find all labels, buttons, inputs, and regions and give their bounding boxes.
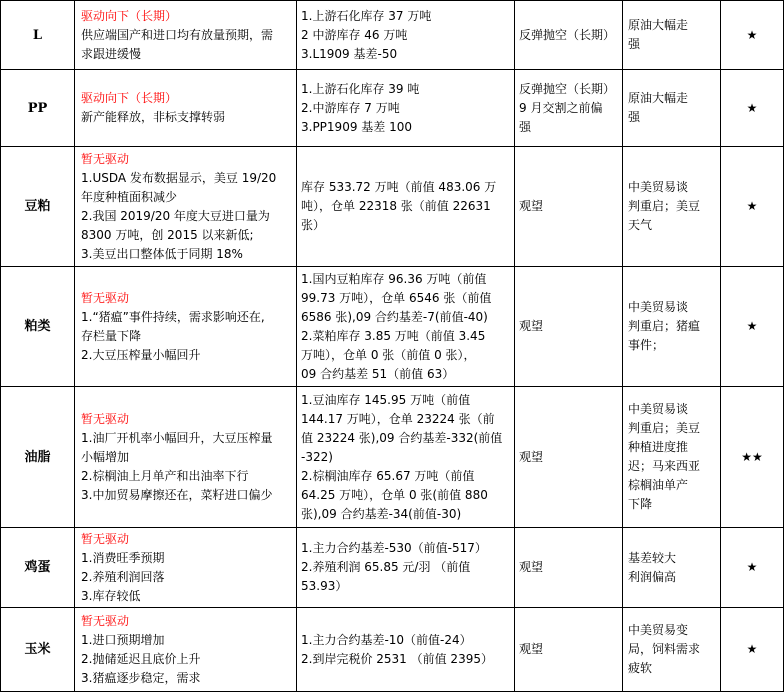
risk-line: 中美贸易变 <box>628 623 689 637</box>
risk-line: 中美贸易谈 <box>628 180 689 194</box>
driver-detail: 年度种植面积减少 <box>81 189 178 204</box>
driver-cell <box>75 608 297 692</box>
risk-cell <box>623 267 721 387</box>
strategy-cell <box>515 608 623 692</box>
driver-label: 暂无驱动 <box>81 613 130 628</box>
rating-stars: ★ <box>721 608 784 692</box>
driver-detail: 1.“猪瘟”事件持续，需求影响还在, <box>81 309 265 324</box>
commodity-name: PP <box>1 70 75 147</box>
commodity-name: 豆粕 <box>1 147 75 267</box>
stat-line: 张） <box>301 218 326 232</box>
driver-label: 暂无驱动 <box>81 151 130 166</box>
risk-line: 迟；马来西亚 <box>628 459 701 473</box>
driver-detail: 小幅增加 <box>81 449 130 464</box>
strategy-cell <box>515 387 623 528</box>
rating-stars: ★ <box>721 267 784 387</box>
strategy-line: 强 <box>519 119 532 134</box>
risk-line: 中美贸易谈 <box>628 402 689 416</box>
stat-line: 值 23224 张),09 合约基差-332(前值 <box>301 430 503 445</box>
driver-detail: 1.USDA 发布数据显示，美豆 19/20 <box>81 170 277 185</box>
stat-line: 1.豆油库存 145.95 万吨（前值 <box>301 392 471 407</box>
driver-detail: 1.油厂开机率小幅回升，大豆压榨量 <box>81 430 273 445</box>
driver-detail: 存栏量下降 <box>81 328 142 343</box>
risk-line: 基差较大 <box>628 550 677 565</box>
risk-cell <box>623 528 721 608</box>
table-row <box>1 1 784 70</box>
stat-line: 1.国内豆粕库存 96.36 万吨（前值 <box>301 271 487 286</box>
stat-line: 99.73 万吨），仓单 6546 张（前值 <box>301 290 492 305</box>
driver-detail: 2.抛储延迟且底价上升 <box>81 651 201 666</box>
stat-line: 2.养殖利润 65.85 元/羽 （前值 <box>301 560 471 574</box>
table-row <box>1 267 784 387</box>
risk-line: 中美贸易谈 <box>628 300 689 314</box>
driver-detail: 1.消费旺季预期 <box>81 550 165 565</box>
table-row <box>1 528 784 608</box>
stat-line: 3.PP1909 基差 100 <box>301 119 412 134</box>
rating-stars: ★ <box>721 528 784 608</box>
rating-stars: ★ <box>721 147 784 267</box>
stat-line: 2.菜粕库存 3.85 万吨（前值 3.45 <box>301 328 486 343</box>
driver-label: 暂无驱动 <box>81 411 130 426</box>
stat-line: 吨），仓单 22318 张（前值 22631 <box>301 199 491 213</box>
stats-cell <box>297 528 515 608</box>
driver-label: 驱动向下（长期） <box>81 91 178 105</box>
stat-line: 张),09 合约基差-34(前值-30) <box>301 506 462 521</box>
table-row <box>1 70 784 147</box>
strategy-cell <box>515 1 623 70</box>
table-body <box>1 1 784 692</box>
risk-line: 棕榈油单产 <box>628 478 689 492</box>
stat-line: 库存 533.72 万吨（前值 483.06 万 <box>301 180 497 194</box>
stats-cell <box>297 147 515 267</box>
risk-line: 判重启；美豆 <box>628 421 701 435</box>
stat-line: 144.17 万吨），仓单 23224 张（前 <box>301 411 495 426</box>
driver-cell <box>75 267 297 387</box>
risk-line: 下降 <box>628 497 653 511</box>
stat-line: 万吨），仓单 0 张（前值 0 张）， <box>301 347 476 362</box>
risk-line: 利润偏高 <box>628 569 677 584</box>
stat-line: 1.主力合约基差-10（前值-24） <box>301 632 472 647</box>
stat-line: 2.中游库存 7 万吨 <box>301 100 400 115</box>
stat-line: 1.上游石化库存 39 吨 <box>301 81 420 96</box>
commodity-name: 油脂 <box>1 387 75 528</box>
driver-detail: 2.养殖利润回落 <box>81 569 165 584</box>
stats-cell <box>297 70 515 147</box>
stat-line: 2.到岸完税价 2531 （前值 2395） <box>301 651 493 666</box>
stat-line: 09 合约基差 51（前值 63） <box>301 366 455 381</box>
risk-line: 强 <box>628 37 641 51</box>
risk-line: 判重启；猪瘟 <box>628 319 701 333</box>
stat-line: 1.上游石化库存 37 万吨 <box>301 8 432 23</box>
driver-label: 暂无驱动 <box>81 531 130 546</box>
stat-line: 1.主力合约基差-530（前值-517） <box>301 541 487 555</box>
rating-stars: ★ <box>721 1 784 70</box>
strategy-cell <box>515 267 623 387</box>
commodity-name: 玉米 <box>1 608 75 692</box>
stats-cell <box>297 387 515 528</box>
stats-cell <box>297 1 515 70</box>
driver-cell <box>75 1 297 70</box>
table-row <box>1 608 784 692</box>
risk-line: 局，饲料需求 <box>628 642 701 656</box>
commodity-name: 鸡蛋 <box>1 528 75 608</box>
stat-line: 64.25 万吨），仓单 0 张(前值 880 <box>301 487 488 502</box>
strategy-line: 反弹抛空（长期） <box>519 27 616 42</box>
commodity-name: L <box>1 1 75 70</box>
risk-line: 原油大幅走 <box>628 91 689 105</box>
risk-line: 天气 <box>628 218 653 232</box>
risk-cell <box>623 1 721 70</box>
stats-cell <box>297 267 515 387</box>
strategy-line: 观望 <box>519 560 544 574</box>
stat-line: 6586 张),09 合约基差-7(前值-40) <box>301 309 488 324</box>
driver-detail: 3.猪瘟逐步稳定，需求 <box>81 670 201 685</box>
commodity-name: 粕类 <box>1 267 75 387</box>
stats-cell <box>297 608 515 692</box>
risk-line: 疲软 <box>628 661 653 675</box>
driver-cell <box>75 528 297 608</box>
strategy-cell <box>515 528 623 608</box>
rating-stars: ★ <box>721 70 784 147</box>
rating-stars: ★★ <box>721 387 784 528</box>
driver-label: 暂无驱动 <box>81 290 130 305</box>
risk-line: 原油大幅走 <box>628 18 689 32</box>
strategy-line: 反弹抛空（长期） <box>519 81 616 96</box>
driver-detail: 2.大豆压榨量小幅回升 <box>81 347 201 362</box>
risk-cell <box>623 387 721 528</box>
risk-line: 强 <box>628 110 641 124</box>
driver-detail: 供应端国产和进口均有放量预期，需 <box>81 27 274 42</box>
strategy-line: 9 月交割之前偏 <box>519 100 603 115</box>
driver-cell <box>75 147 297 267</box>
strategy-cell <box>515 70 623 147</box>
driver-detail: 8300 万吨，创 2015 以来新低; <box>81 227 254 242</box>
strategy-line: 观望 <box>519 642 544 656</box>
risk-line: 种植进度推 <box>628 440 689 454</box>
risk-cell <box>623 147 721 267</box>
table-row <box>1 387 784 528</box>
driver-detail: 求跟进缓慢 <box>81 46 142 61</box>
driver-detail: 1.进口预期增加 <box>81 632 165 647</box>
stat-line: 2 中游库存 46 万吨 <box>301 27 408 42</box>
driver-detail: 新产能释放，非标支撑转弱 <box>81 110 226 124</box>
strategy-line: 观望 <box>519 199 544 213</box>
stat-line: 2.棕榈油库存 65.67 万吨（前值 <box>301 468 475 483</box>
driver-detail: 3.库存较低 <box>81 588 141 603</box>
strategy-line: 观望 <box>519 319 544 333</box>
driver-cell <box>75 70 297 147</box>
driver-label: 驱动向下（长期） <box>81 8 178 23</box>
risk-line: 事件； <box>628 338 665 352</box>
risk-cell <box>623 70 721 147</box>
driver-detail: 2.棕榈油上月单产和出油率下行 <box>81 468 249 483</box>
driver-detail: 3.美豆出口整体低于同期 18% <box>81 246 243 261</box>
strategy-line: 观望 <box>519 449 544 464</box>
risk-cell <box>623 608 721 692</box>
stat-line: 53.93） <box>301 579 348 593</box>
stat-line: 3.L1909 基差-50 <box>301 46 398 61</box>
driver-detail: 3.中加贸易摩擦还在，菜籽进口偏少 <box>81 487 273 502</box>
stat-line: -322) <box>301 449 333 464</box>
driver-cell <box>75 387 297 528</box>
driver-detail: 2.我国 2019/20 年度大豆进口量为 <box>81 208 270 223</box>
risk-line: 判重启；美豆 <box>628 199 701 213</box>
strategy-cell <box>515 147 623 267</box>
table-row <box>1 147 784 267</box>
